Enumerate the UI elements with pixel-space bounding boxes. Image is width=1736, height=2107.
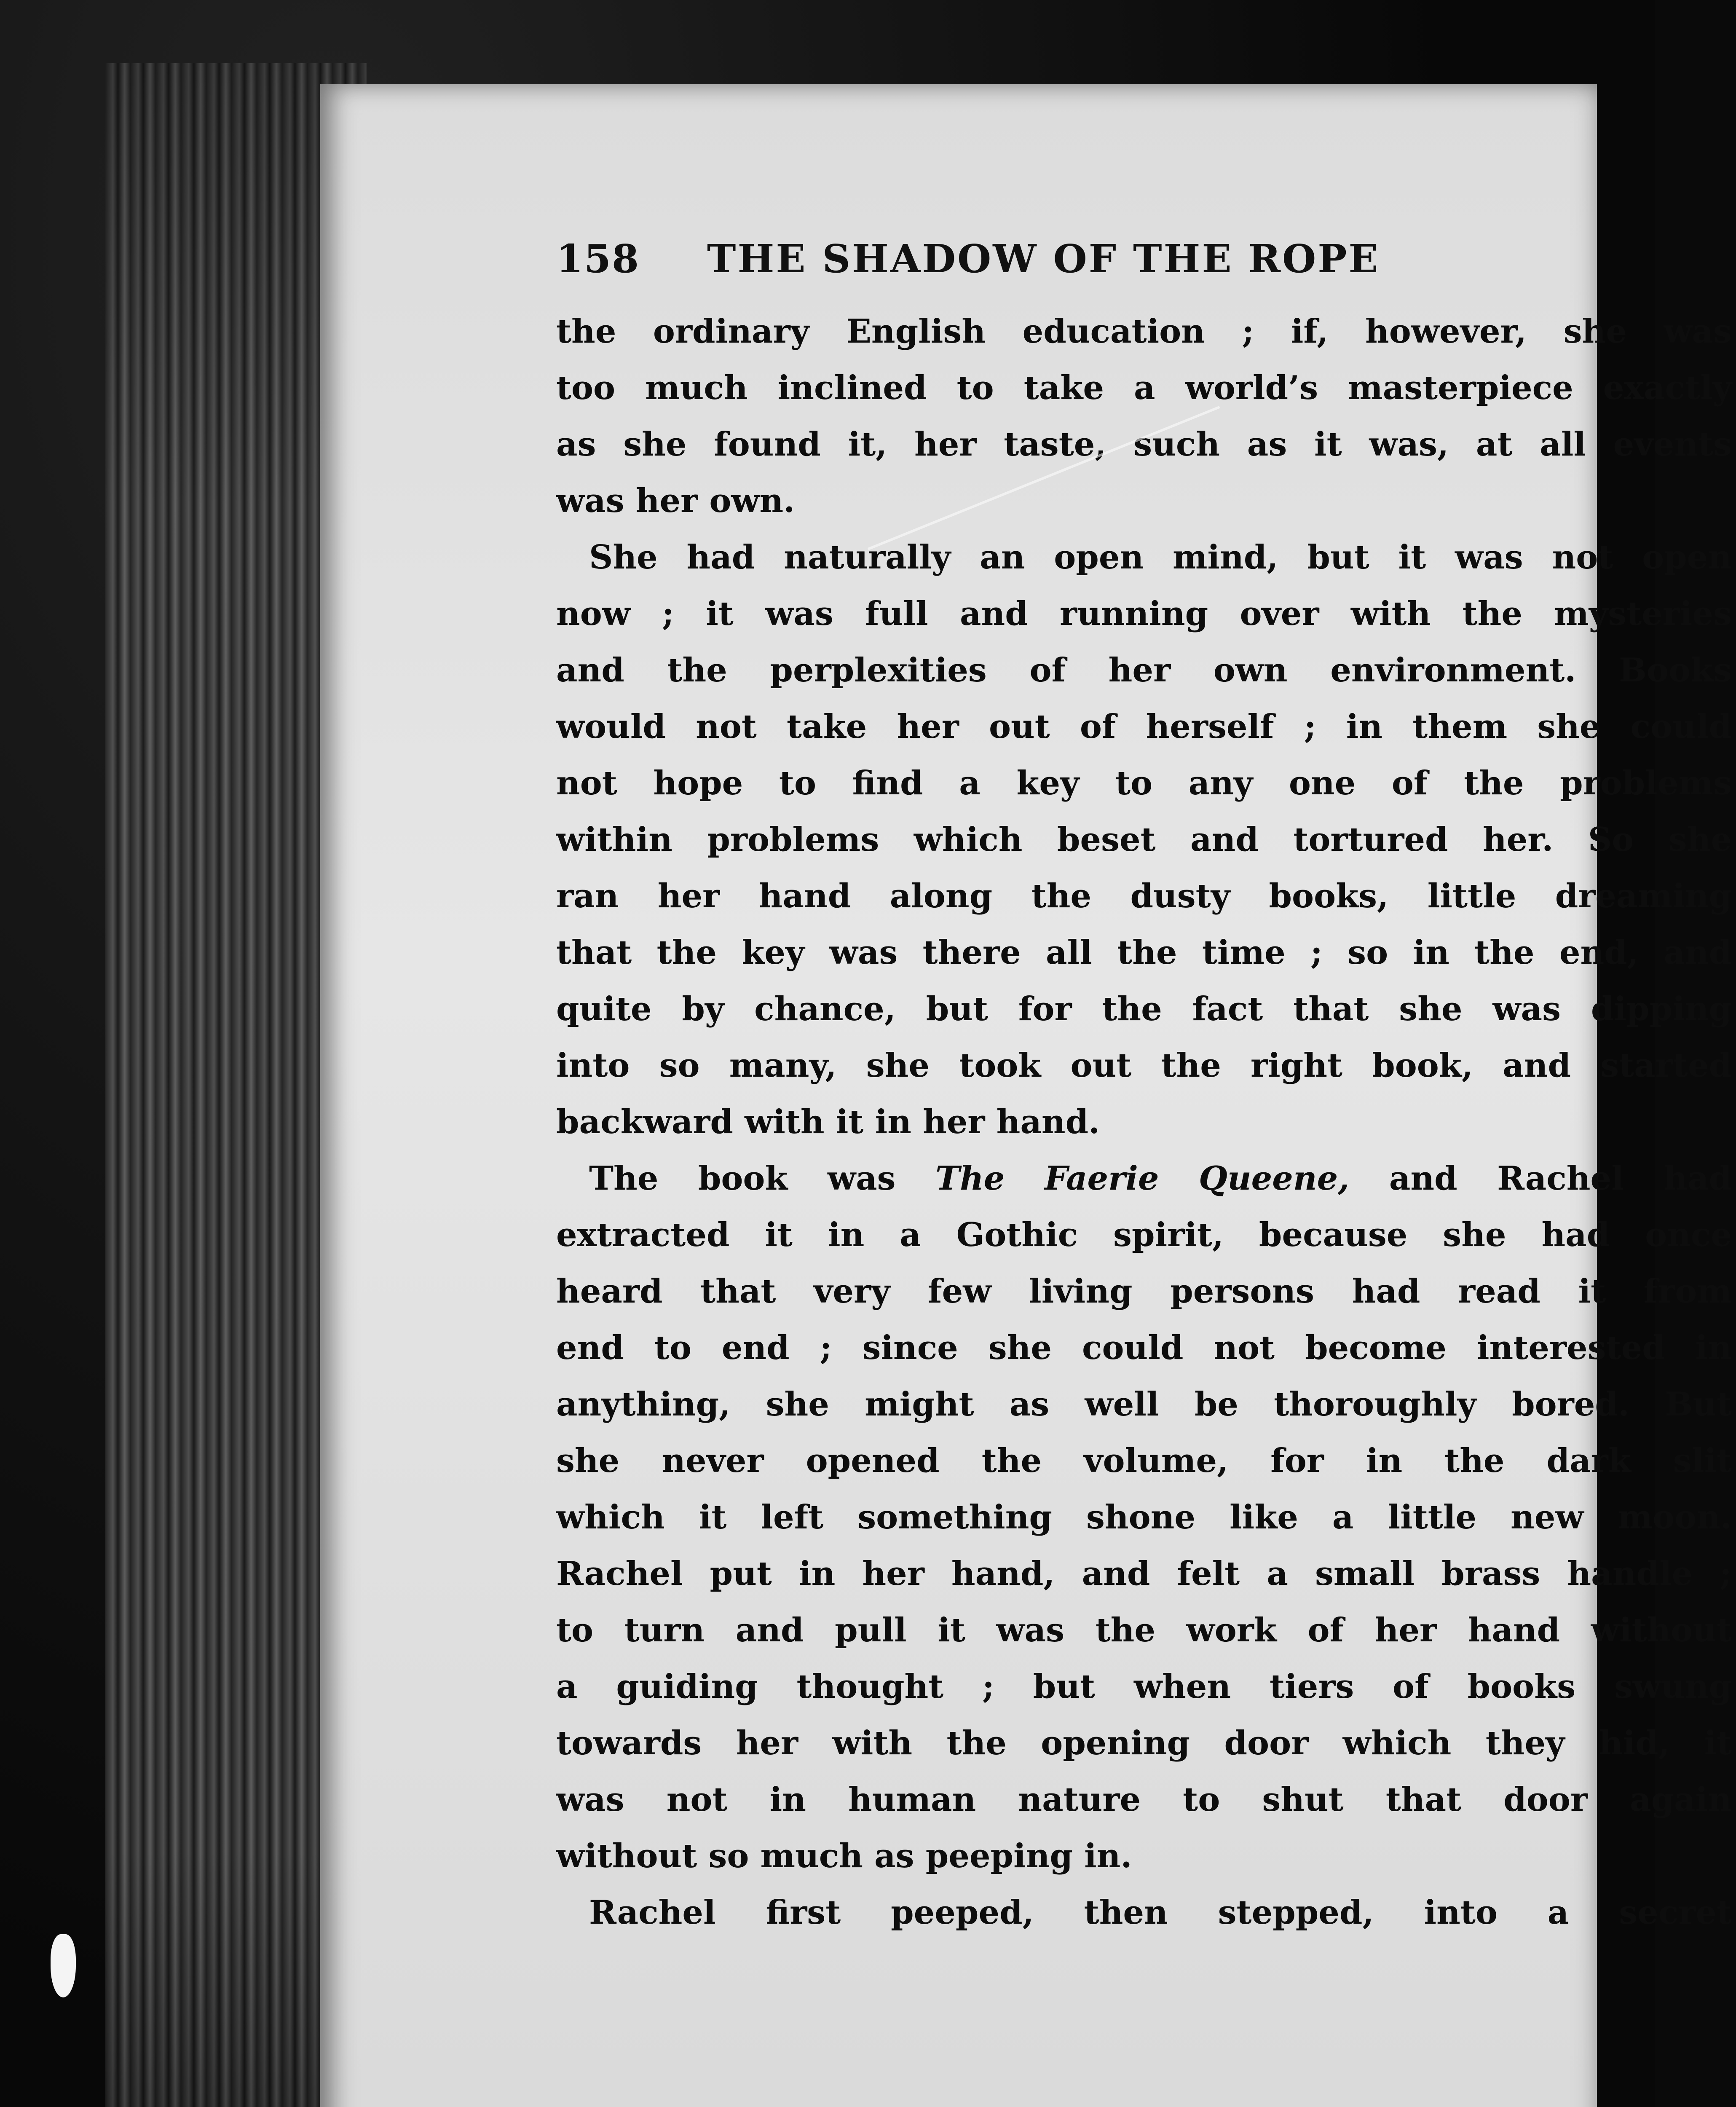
text-line: ran her hand along the dusty books, little dreaming bbox=[556, 877, 1732, 915]
book-title: THE SHADOW OF THE ROPE bbox=[707, 236, 1380, 281]
text-line: She had naturally an open mind, but it was not open bbox=[556, 538, 1732, 576]
text-line: would not take her out of herself ; in them she could bbox=[556, 708, 1732, 746]
text-line: towards her with the opening door which they hid, it bbox=[556, 1724, 1732, 1762]
text-line: Rachel first peeped, then stepped, into a secret bbox=[556, 1893, 1732, 1932]
page-number: 158 bbox=[556, 236, 640, 281]
book-page bbox=[320, 84, 1732, 2107]
text-line: the ordinary English education ; if, however, she was bbox=[556, 312, 1732, 351]
text-line: she never opened the volume, for in the dark slit bbox=[556, 1442, 1732, 1480]
text-line: Rachel put in her hand, and felt a small brass handle ; bbox=[556, 1555, 1732, 1593]
text-line: too much inclined to take a world’s masterpiece exactly bbox=[556, 369, 1732, 407]
text-line: extracted it in a Gothic spirit, because she had once bbox=[556, 1216, 1732, 1254]
text-line: as she found it, her taste, such as it was, at all events bbox=[556, 425, 1732, 464]
text-line: was not in human nature to shut that door again bbox=[556, 1780, 1732, 1819]
text-line: not hope to find a key to any one of the problems bbox=[556, 764, 1732, 802]
text-line: quite by chance, but for the fact that she was dipping bbox=[556, 990, 1732, 1028]
running-head bbox=[556, 236, 1736, 281]
text-line: within problems which beset and tortured her. So she bbox=[556, 820, 1732, 859]
text-line: anything, she might as well be thoroughly bored. But bbox=[556, 1385, 1732, 1423]
text-line: was her own. bbox=[556, 482, 795, 520]
text-line: heard that very few living persons had read it from bbox=[556, 1272, 1732, 1311]
text-line: that the key was there all the time ; so in the end, and bbox=[556, 933, 1732, 972]
text-line: a guiding thought ; but when tiers of books swung bbox=[556, 1667, 1732, 1706]
text-line: The book was The Faerie Queene, and Rachel had bbox=[556, 1159, 1732, 1198]
scan-speck bbox=[51, 1934, 76, 1997]
text-line: without so much as peeping in. bbox=[556, 1837, 1132, 1875]
text-line: and the perplexities of her own environment. Books bbox=[556, 651, 1732, 689]
body-text bbox=[556, 303, 1732, 1941]
text-line: to turn and pull it was the work of her hand without bbox=[556, 1611, 1732, 1649]
text-line: into so many, she took out the right book, and started bbox=[556, 1046, 1732, 1085]
text-line: now ; it was full and running over with the mysteries bbox=[556, 595, 1732, 633]
text-line: end to end ; since she could not become interested in bbox=[556, 1329, 1732, 1367]
book-title-italic: The Faerie Queene, bbox=[935, 1159, 1350, 1198]
text-line: which it left something shone like a little new moon. bbox=[556, 1498, 1732, 1536]
text-line: backward with it in her hand. bbox=[556, 1103, 1100, 1141]
